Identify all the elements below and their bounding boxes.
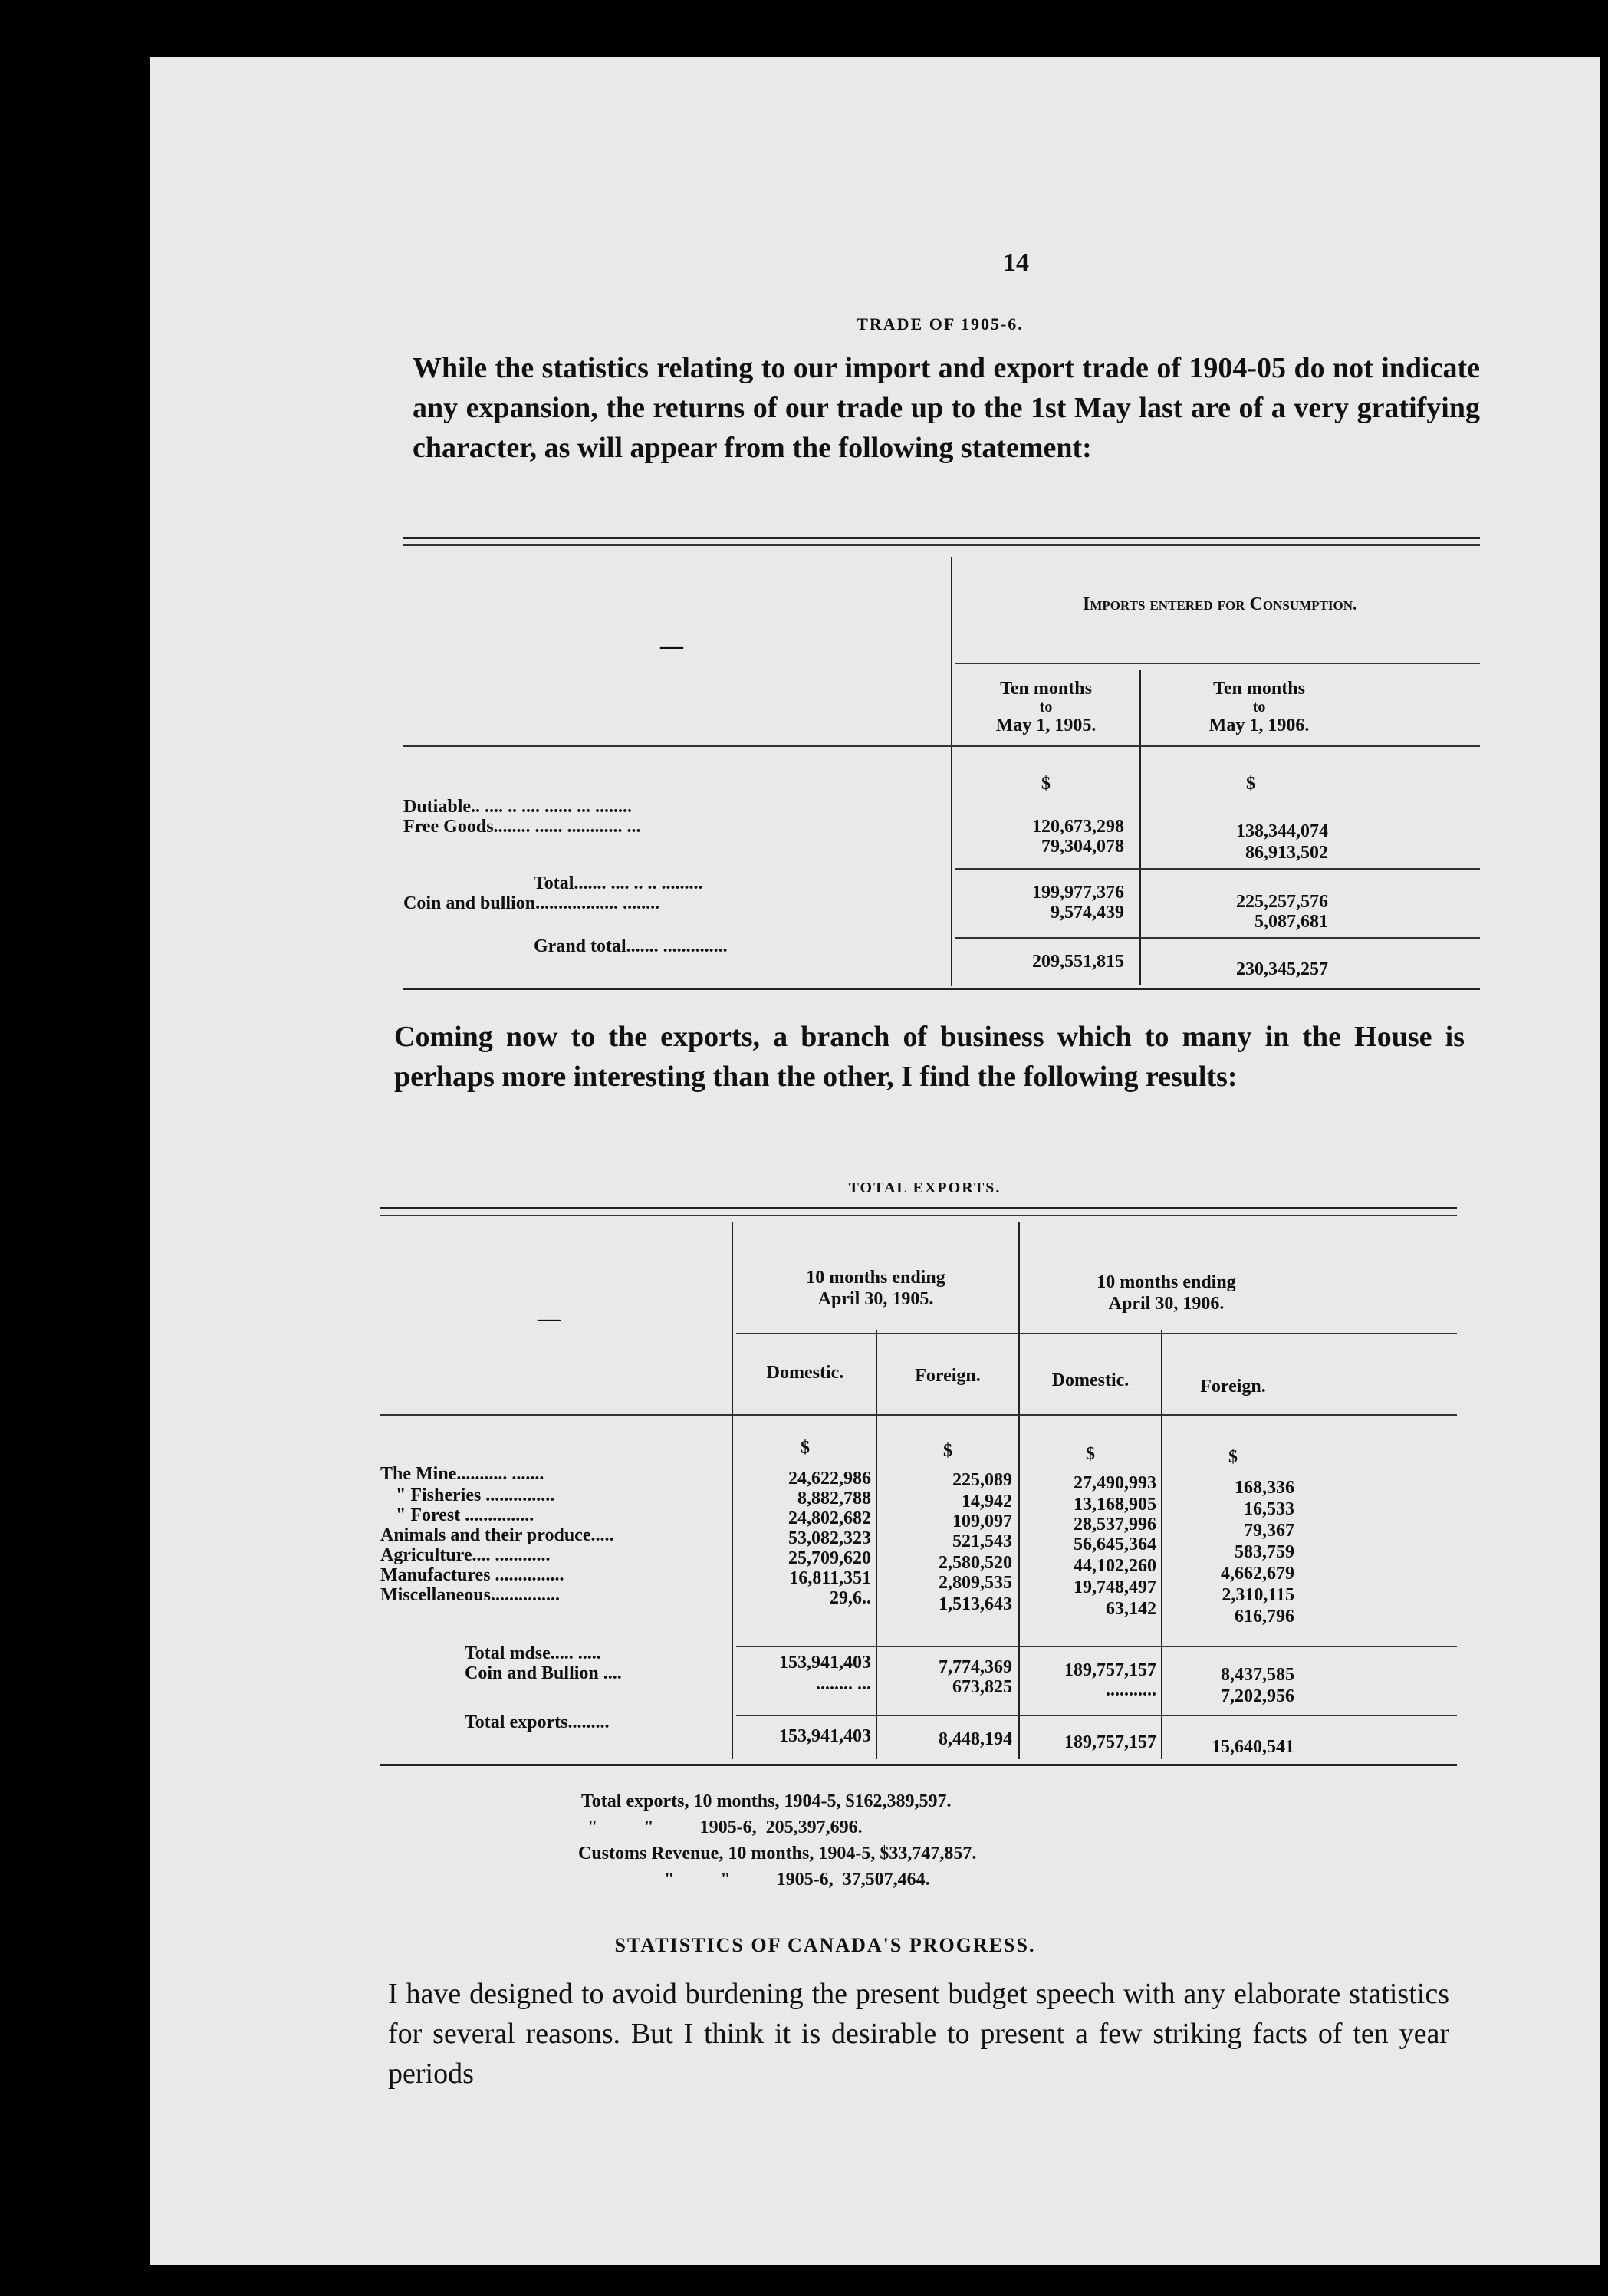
row-label: " Forest ............... [396, 1505, 534, 1525]
row-label: Coin and Bullion .... [465, 1663, 622, 1683]
table-bottom-rule [403, 988, 1480, 990]
row-label: Miscellaneous............... [380, 1585, 560, 1605]
group2-header: 10 months ending April 30, 1906. [1097, 1272, 1236, 1314]
column-divider [876, 1330, 877, 1759]
cell: 53,082,323 [788, 1528, 871, 1548]
unit-symbol: $ [1086, 1444, 1095, 1464]
unit-symbol: $ [801, 1438, 810, 1458]
cell: ........ ... [816, 1674, 871, 1694]
row-label-dutiable: Dutiable.. .... .. .... ...... ... ........ [403, 797, 633, 817]
cell: 5,087,681 [1255, 912, 1328, 932]
cell: 19,748,497 [1074, 1577, 1156, 1597]
cell: 583,759 [1235, 1542, 1294, 1562]
group-underline [736, 1333, 1457, 1334]
cell: 616,796 [1235, 1607, 1294, 1627]
cell: 25,709,620 [788, 1548, 871, 1568]
row-label: Animals and their produce..... [380, 1525, 614, 1545]
column-divider [1161, 1330, 1162, 1759]
column-divider [1018, 1222, 1020, 1759]
cell: 16,533 [1244, 1499, 1294, 1519]
summary-line: " " 1905-6, 205,397,696. [587, 1817, 863, 1837]
group-underline [955, 663, 1480, 664]
cell: 189,757,157 [1064, 1732, 1156, 1752]
total-rule [955, 937, 1480, 939]
table-top-rule-2 [403, 544, 1480, 546]
unit-symbol: $ [1246, 774, 1255, 794]
cell: 8,882,788 [797, 1488, 871, 1508]
cell: 153,941,403 [779, 1653, 871, 1673]
exports-title: TOTAL EXPORTS. [848, 1179, 1001, 1196]
cell: 225,089 [952, 1470, 1012, 1490]
subheader-foreign: Foreign. [915, 1366, 981, 1386]
group1-header: 10 months ending April 30, 1905. [806, 1268, 945, 1309]
table-top-rule [403, 537, 1480, 539]
row-label: Agriculture.... ............ [380, 1545, 551, 1565]
cell: 44,102,260 [1074, 1556, 1156, 1576]
cell: 4,662,679 [1221, 1564, 1294, 1584]
unit-symbol: $ [1041, 774, 1051, 794]
cell: 79,367 [1244, 1521, 1294, 1541]
cell: 2,310,115 [1222, 1585, 1294, 1605]
cell: 29,6.. [830, 1588, 871, 1608]
cell: 14,942 [962, 1492, 1012, 1511]
cell: 138,344,074 [1236, 821, 1328, 841]
cell: 8,437,585 [1221, 1665, 1294, 1685]
cell: 9,574,439 [1051, 903, 1124, 923]
statistics-heading: STATISTICS OF CANADA'S PROGRESS. [614, 1934, 1036, 1956]
cell: 2,580,520 [939, 1553, 1012, 1573]
cell: 209,551,815 [1032, 952, 1124, 972]
row-label: Total mdse..... ..... [465, 1643, 601, 1663]
document-page [150, 57, 1600, 2265]
cell: 27,490,993 [1074, 1473, 1156, 1493]
summary-line: " " 1905-6, 37,507,464. [664, 1870, 930, 1890]
subheader-foreign: Foreign. [1200, 1377, 1266, 1396]
row-label: Total exports......... [465, 1712, 610, 1732]
cell: 2,809,535 [939, 1573, 1012, 1593]
cell: 225,257,576 [1236, 892, 1328, 912]
cell: 86,913,502 [1245, 843, 1328, 863]
col2-header: Ten months to May 1, 1906. [1208, 679, 1310, 735]
cell: 7,774,369 [939, 1657, 1012, 1677]
intro-paragraph: While the statistics relating to our import and export trade of 1904-05 do not indicate any expansion, the returns of our trade up to the 1st May last are of a very gratifying character, as will appear from the following statement: [413, 352, 1480, 464]
subheader-domestic: Domestic. [766, 1363, 844, 1383]
row-label-coin-bullion: Coin and bullion.................. ........ [403, 893, 660, 913]
unit-symbol: $ [1228, 1447, 1238, 1467]
header-rule [403, 745, 1480, 747]
header-rule [380, 1414, 1457, 1416]
cell: 8,448,194 [939, 1729, 1012, 1749]
row-label-free-goods: Free Goods........ ...... ............ ... [403, 817, 641, 837]
imports-group-header: Imports entered for Consumption. [1083, 594, 1357, 614]
row-label-grand-total: Grand total....... .............. [534, 936, 728, 956]
cell: 24,802,682 [788, 1508, 871, 1528]
row-label: " Fisheries ............... [396, 1485, 555, 1505]
table-top-rule [380, 1207, 1457, 1209]
cell: 109,097 [952, 1511, 1012, 1531]
cell: 16,811,351 [789, 1568, 871, 1588]
cell: 199,977,376 [1032, 883, 1124, 903]
total-rule [736, 1715, 1457, 1716]
table-bottom-rule [380, 1764, 1457, 1766]
stub-dash: — [538, 1306, 561, 1331]
column-divider [732, 1222, 733, 1759]
cell: 168,336 [1235, 1478, 1294, 1498]
cell: 79,304,078 [1041, 837, 1124, 857]
subheader-domestic: Domestic. [1051, 1370, 1130, 1390]
exports-paragraph: Coming now to the exports, a branch of business which to many in the House is perhaps more interesting than the other, I find the following results: [394, 1021, 1465, 1093]
cell: ........... [1106, 1680, 1156, 1700]
column-divider [951, 557, 952, 986]
summary-line: Total exports, 10 months, 1904-5, $162,389,597. [581, 1791, 952, 1811]
cell: 120,673,298 [1032, 817, 1124, 837]
cell: 673,825 [952, 1677, 1012, 1697]
subtotal-rule [955, 868, 1480, 870]
row-label: Manufactures ............... [380, 1565, 564, 1585]
cell: 15,640,541 [1212, 1737, 1294, 1757]
stub-dash: — [660, 633, 683, 659]
cell: 153,941,403 [779, 1726, 871, 1746]
cell: 56,645,364 [1074, 1535, 1156, 1554]
cell: 13,168,905 [1074, 1495, 1156, 1515]
summary-line: Customs Revenue, 10 months, 1904-5, $33,747,857. [578, 1844, 977, 1863]
cell: 28,537,996 [1074, 1515, 1156, 1535]
cell: 63,142 [1106, 1599, 1156, 1619]
cell: 24,622,986 [788, 1469, 871, 1488]
cell: 189,757,157 [1064, 1660, 1156, 1680]
cell: 7,202,956 [1221, 1686, 1294, 1706]
cell: 521,543 [952, 1531, 1012, 1551]
row-label-total: Total....... .... .. .. ......... [534, 873, 703, 893]
cell: 1,513,643 [939, 1594, 1012, 1614]
unit-symbol: $ [943, 1441, 952, 1461]
final-paragraph: I have designed to avoid burdening the present budget speech with any elaborate statistics for several reasons. But I think it is desirable to present a few striking facts of ten year periods [388, 1978, 1449, 2090]
cell: 230,345,257 [1236, 959, 1328, 979]
page-number: 14 [1003, 248, 1029, 277]
subtotal-rule [736, 1646, 1457, 1647]
col1-header: Ten months to May 1, 1905. [995, 679, 1097, 735]
section-title: TRADE OF 1905-6. [857, 314, 1024, 334]
table-top-rule-2 [380, 1215, 1457, 1216]
row-label: The Mine........... ....... [380, 1464, 544, 1484]
